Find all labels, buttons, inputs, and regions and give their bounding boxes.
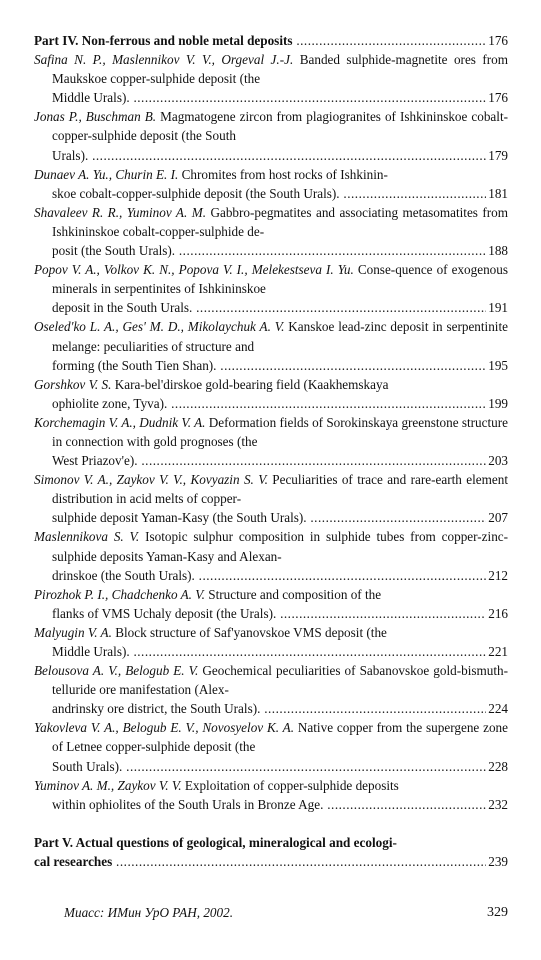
toc-entry-title-tail: Middle Urals). .....: [52, 88, 486, 107]
toc-entry-authors: Korchemagin V. A., Dudnik V. A.: [34, 414, 206, 430]
toc-entry-page: 195: [488, 357, 508, 373]
toc-entry-page: 188: [488, 243, 508, 259]
toc-entry[interactable]: [34, 527, 508, 584]
part-iv-title: Part IV. Non-ferrous and noble metal deposits .....: [34, 31, 486, 50]
toc-entries: [34, 50, 508, 814]
toc-entry-title-tail: Urals). .....: [52, 146, 486, 165]
toc-entry-last-line: [52, 642, 508, 661]
part-v-title: Part V. Actual questions of geological, mineralogical and ecologi-: [34, 834, 397, 850]
toc-entry-body: [34, 718, 508, 756]
toc-entry-title: Exploitation of copper-sulphide deposits: [184, 777, 399, 793]
toc-entry-body: [34, 470, 508, 508]
toc-entry-authors: Shavaleev R. R., Yuminov A. M.: [34, 204, 206, 220]
toc-entry-authors: Yuminov A. M., Zaykov V. V.: [34, 777, 182, 793]
toc-entry-authors: Simonov V. A., Zaykov V. V., Kovyazin S. V.: [34, 472, 268, 488]
toc-entry-authors: Gorshkov V. S.: [34, 376, 112, 392]
toc-entry-page: 181: [488, 185, 508, 201]
toc-entry-last-line: [52, 88, 508, 107]
toc-entry-title-tail: ophiolite zone, Tyva). .....: [52, 394, 486, 413]
toc-entry-body: [34, 585, 508, 604]
toc-entry-body: [34, 203, 508, 241]
toc-entry-title: Block structure of Saf'yanovskoe VMS deposit (the: [115, 624, 387, 640]
toc-entry-authors: Pirozhok P. I., Chadchenko A. V.: [34, 586, 205, 602]
toc-entry-title: Banded sulphide-magnetite ores from Maukskoe copper-sulphide deposit (the: [52, 52, 509, 87]
toc-entry-authors: Dunaev A. Yu., Churin E. I.: [34, 166, 179, 182]
toc-part-iv-heading[interactable]: [34, 31, 508, 50]
toc-entry-title-tail: South Urals). .....: [52, 757, 486, 776]
toc-entry-authors: Yakovleva V. A., Belogub E. V., Novosyelov K. A.: [34, 720, 295, 736]
toc-entry-last-line: [52, 184, 508, 203]
toc-entry-page: 179: [488, 147, 508, 163]
toc-entry-authors: Popov V. A., Volkov K. N., Popova V. I., Melekestseva I. Yu.: [34, 262, 354, 278]
toc-entry-page: 228: [488, 758, 508, 774]
page-footer: [64, 905, 508, 921]
toc-entry-body: [34, 165, 508, 184]
toc-entry-page: 203: [488, 453, 508, 469]
toc-entry-last-line: [52, 795, 508, 814]
part-v-page: 239: [488, 853, 508, 869]
toc-part-v-heading[interactable]: [34, 833, 508, 871]
toc-entry-title-tail: deposit in the South Urals. .....: [52, 298, 486, 317]
toc-entry-title-tail: sulphide deposit Yaman-Kasy (the South Urals). .....: [52, 508, 486, 527]
toc-entry-last-line: [52, 146, 508, 165]
toc-entry-title: Chromites from host rocks of Ishkinin-: [181, 166, 388, 182]
toc-entry-page: 191: [488, 300, 508, 316]
toc-entry-body: [34, 413, 509, 451]
toc-entry-last-line: [52, 241, 508, 260]
toc-entry-last-line: [52, 356, 508, 375]
page-number: 329: [487, 905, 508, 920]
toc-entry-authors: Jonas P., Buschman B.: [34, 109, 157, 125]
toc-entry-last-line: [52, 394, 508, 413]
toc-entry[interactable]: [34, 165, 508, 203]
toc-entry-title: Deformation fields of Sorokinskaya greenstone structure in connection with gold prognoses (the: [52, 414, 509, 449]
toc-entry[interactable]: [34, 317, 508, 374]
toc-entry-title-tail: flanks of VMS Uchaly deposit (the Urals). .....: [52, 604, 486, 623]
toc-entry[interactable]: [34, 470, 508, 527]
toc-entry[interactable]: [34, 260, 508, 317]
toc-entry-last-line: [52, 604, 508, 623]
toc-entry-last-line: [52, 566, 508, 585]
toc-entry-title-tail: forming (the South Tien Shan). .....: [52, 356, 486, 375]
toc-entry-title-tail: skoe cobalt-copper-sulphide deposit (the South Urals). .....: [52, 184, 486, 203]
toc-entry-title: Kanskoe lead-zinc deposit in serpentinite melange: peculiarities of structure and: [52, 319, 508, 354]
toc-entry-page: 212: [488, 567, 508, 583]
toc-entry-page: 232: [488, 796, 508, 812]
toc-entry-body: [34, 527, 509, 565]
toc-entry-body: [34, 260, 509, 298]
toc-entry-page: 199: [488, 395, 508, 411]
toc-entry-title: Geochemical peculiarities of Sabanovskoe gold-bismuth-telluride ore manifestation (Alex-: [52, 663, 508, 698]
toc-entry[interactable]: [34, 50, 508, 107]
toc-entry-last-line: [52, 699, 508, 718]
toc-entry[interactable]: [34, 375, 508, 413]
toc-entry-title: Magmatogene zircon from plagiogranites of Ishkininskoe cobalt-copper-sulphide deposit (the South: [52, 109, 508, 144]
toc-entry-authors: Belousova A. V., Belogub E. V.: [34, 663, 199, 679]
toc-entry-title-tail: West Priazov'e). .....: [52, 451, 486, 470]
toc-entry[interactable]: [34, 107, 508, 164]
toc-entry-title: Conse-quence of exogenous minerals in serpentinites of Ishkininskoe: [52, 262, 509, 297]
toc-entry-page: 221: [488, 644, 508, 659]
toc-entry-page: 207: [488, 510, 508, 526]
toc-entry[interactable]: [34, 413, 508, 470]
toc-entry-last-line: [52, 298, 508, 317]
toc-entry-body: [34, 317, 508, 355]
toc-entry-title-tail: posit (the South Urals). .....: [52, 241, 486, 260]
toc-entry-authors: Malyugin V. A.: [34, 624, 112, 640]
toc-entry-title-tail: andrinsky ore district, the South Urals). .....: [52, 699, 486, 718]
part-v-title-tail: cal researches .....: [34, 852, 486, 871]
toc-entry-body: [34, 375, 508, 394]
toc-entry-body: [34, 50, 509, 88]
toc-entry-title: Peculiarities of trace and rare-earth element distribution in acid melts of copper-: [52, 472, 508, 507]
toc-entry-title: Kara-bel'dirskoe gold-bearing field (Kaakhemskaya: [114, 376, 389, 392]
toc-entry-authors: Maslennikova S. V.: [34, 529, 140, 545]
toc-entry-title: Native copper from the supergene zone of Letnee copper-sulphide deposit (the: [52, 720, 508, 755]
toc-entry-last-line: [52, 451, 508, 470]
toc-entry-page: 224: [488, 701, 508, 717]
toc-entry-title-tail: Middle Urals). .....: [52, 642, 486, 661]
toc-entry-body: [34, 107, 508, 145]
table-of-contents: [34, 31, 508, 871]
toc-entry[interactable]: [34, 623, 508, 661]
toc-entry-page: 176: [488, 90, 508, 106]
toc-entry-last-line: [52, 757, 508, 776]
toc-entry-page: 216: [488, 605, 508, 621]
toc-entry[interactable]: [34, 585, 508, 623]
publisher-line: Миасс: ИМин УрО РАН, 2002.: [64, 905, 234, 920]
toc-entry-authors: Oseled'ko L. A., Ges' M. D., Mikolaychuk A. V.: [34, 319, 285, 335]
toc-entry-body: [34, 776, 508, 795]
toc-entry-body: [34, 623, 508, 642]
toc-entry-body: [34, 661, 508, 699]
toc-entry-authors: Safina N. P., Maslennikov V. V., Orgeval J.-J.: [34, 52, 294, 68]
toc-entry[interactable]: [34, 718, 508, 775]
part-iv-page: 176: [488, 33, 508, 48]
toc-entry-title: Structure and composition of the: [208, 586, 382, 602]
toc-entry[interactable]: [34, 661, 508, 718]
toc-entry[interactable]: [34, 203, 508, 260]
toc-entry[interactable]: [34, 776, 508, 814]
toc-entry-last-line: [52, 508, 508, 527]
toc-entry-title: Gabbro-pegmatites and associating metasomatites from Ishkininskoe cobalt-copper-sulphide de-: [52, 204, 508, 239]
toc-entry-title-tail: drinskoe (the South Urals). .....: [52, 566, 486, 585]
toc-entry-title: Isotopic sulphur composition in sulphide tubes from copper-zinc-sulphide deposits Yaman-Kasy and Alexan-: [52, 529, 509, 564]
toc-entry-title-tail: within ophiolites of the South Urals in Bronze Age. .....: [52, 795, 486, 814]
